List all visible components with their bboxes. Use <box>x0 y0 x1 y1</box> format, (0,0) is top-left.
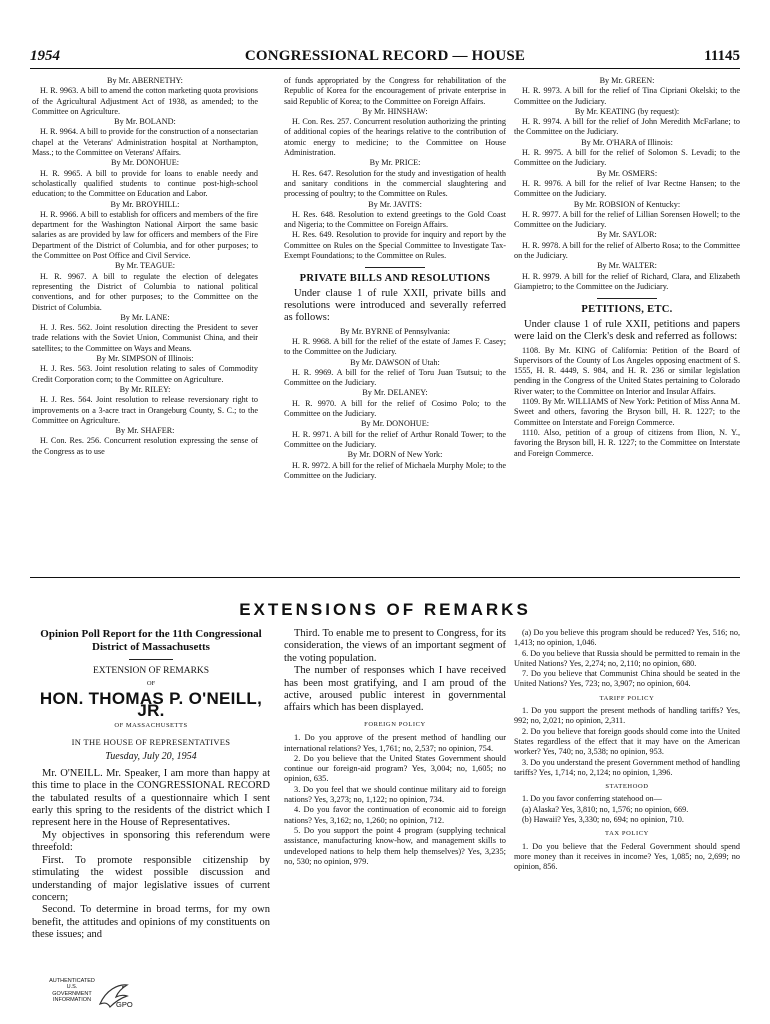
section-divider <box>365 267 425 268</box>
tariff-policy-subhead: TARIFF POLICY <box>599 694 655 702</box>
bill-entry: H. Res. 648. Resolution to extend greetings to the Gold Coast and Nigeria; to the Committee on Foreign Affairs. <box>284 209 506 230</box>
petitions-list <box>514 346 740 459</box>
paragraph: Mr. O'NEILL. Mr. Speaker, I am more than happy at this time to place in the CONGRESSIONAL RECORD the tabulated results of a questionnaire which I sent early this spring to the residents of the district which I represent here in the House of Representatives. <box>32 767 270 829</box>
poll-question: 7. Do you believe that Communist China should be seated in the United Nations? Yes, 723; no, 3,907; no opinion, 604. <box>514 669 740 689</box>
poll-question: 2. Do you believe that the United States Government should continue our foreign-aid program? Yes, 3,004; no, 1,605; no opinion, 635. <box>284 753 506 784</box>
sponsor-line: By Mr. WALTER: <box>597 261 657 271</box>
section-divider <box>597 298 657 299</box>
extensions-title: EXTENSIONS OF REMARKS <box>239 600 531 619</box>
bill-entry: H. J. Res. 562. Joint resolution directing the President to sever trade relations with the Soviet Union, Communist China, and their satellites; to the Committee on Ways and Means. <box>32 323 258 353</box>
of-label: OF <box>146 680 156 688</box>
sponsor-line: By Mr. DELANEY: <box>362 388 428 398</box>
poll-question: 3. Do you feel that we should continue military aid to foreign nations? Yes, 3,273; no, 1,122; no opinion, 734. <box>284 784 506 805</box>
bill-entry: H. R. 9971. A bill for the relief of Arthur Ronald Tower; to the Committee on the Judiciary. <box>284 429 506 449</box>
petitions-heading: PETITIONS, ETC. <box>581 304 673 316</box>
bills-column-2-list <box>284 76 506 261</box>
bill-entry: H. R. 9966. A bill to establish for officers and members of the fire department for the Washington National Airport the same basic salaries as are provided by law for officers and members of the Fire Department of the District of Columbia, and for other purposes; to the Committee on Post Office and Civil Service. <box>32 209 258 261</box>
poll-question: (a) Alaska? Yes, 3,810; no, 1,576; no opinion, 669. <box>522 804 689 814</box>
paragraph: First. To promote responsible citizenship by stimulating the widest possible discussion and understanding of major legislative issues of current concern; <box>32 854 270 903</box>
sponsor-line: By Mr. ABERNETHY: <box>107 76 183 85</box>
bill-entry: H. J. Res. 563. Joint resolution relating to sales of Commodity Credit Corporation corn; to the Committee on Agriculture. <box>32 364 258 384</box>
sponsor-line: By Mr. DONOHUE: <box>110 158 179 168</box>
bill-entry: H. Con. Res. 256. Concurrent resolution expressing the sense of the Congress as to use <box>32 436 258 456</box>
bill-entry: H. Res. 647. Resolution for the study and investigation of health and sanitary conditions in the commercial slaughtering and processing of poultry; to the Committee on Rules. <box>284 168 506 199</box>
extension-label: EXTENSION OF REMARKS <box>92 666 210 676</box>
bill-entry: H. Res. 649. Resolution to provide for inquiry and report by the Committee on Rules on the Special Committee to Investigate Tax-Exempt Foundations; to the Committee on Rules. <box>284 230 506 261</box>
sponsor-line: By Mr. HINSHAW: <box>362 106 428 116</box>
sponsor-line: By Mr. DAWSON of Utah: <box>350 357 440 367</box>
extension-column-1 <box>32 628 270 942</box>
gpo-authentication-mark <box>48 978 138 1018</box>
sponsor-line: By Mr. BOLAND: <box>114 117 176 127</box>
private-bills-lead: Under clause 1 of rule XXII, private bills and resolutions were introduced and severally referred as follows: <box>284 287 506 323</box>
sponsor-line: By Mr. LANE: <box>120 312 170 322</box>
poll-question: 5. Do you support the point 4 program (supplying technical assistance, manufacturing know-how, and management skills to undeveloped nations to help them help themselves)? Yes, 3,235; no, 530; no opinion, 979. <box>284 825 506 866</box>
paragraph: Third. To enable me to present to Congress, for its consideration, the views of an important segment of the voting population. <box>284 628 506 664</box>
sponsor-line: By Mr. TEAGUE: <box>114 261 176 271</box>
bill-entry: H. R. 9969. A bill for the relief of Toru Juan Tsutsui; to the Committee on the Judiciary. <box>284 367 506 388</box>
sponsor-line: By Mr. JAVITS: <box>368 199 422 209</box>
sponsor-line: By Mr. O'HARA of Illinois: <box>581 137 673 147</box>
poll-question: 1. Do you favor conferring statehood on— <box>522 794 662 804</box>
sponsor-line: By Mr. SIMPSON of Illinois: <box>96 354 194 364</box>
bill-entry: H. R. 9963. A bill to amend the cotton marketing quota provisions of the Agricultural Adjustment Act of 1938, as amended; to the Committee on Agriculture. <box>32 86 258 116</box>
bill-entry: of funds appropriated by the Congress for rehabilitation of the Republic of Korea for the encouragement of private enterprise in said Republic of Korea; to the Committee on Foreign Affairs. <box>284 76 506 106</box>
bill-entry: H. R. 9978. A bill for the relief of Alberto Rosa; to the Committee on the Judiciary. <box>514 240 740 261</box>
article-headline: Opinion Poll Report for the 11th Congressional District of Massachusetts <box>40 628 262 653</box>
chamber-label: IN THE HOUSE OF REPRESENTATIVES <box>71 737 231 748</box>
paragraph: Second. To determine in broad terms, for my own benefit, the attitudes and opinions of my constituents on these issues; and <box>32 904 270 941</box>
sponsor-line: By Mr. SAYLOR: <box>597 230 657 240</box>
header-year: 1954 <box>30 48 60 64</box>
extensions-rule <box>30 577 740 578</box>
bill-entry: H. R. 9979. A bill for the relief of Richard, Clara, and Elizabeth Giampietro; to the Committee on the Judiciary. <box>514 271 740 291</box>
bill-entry: H. R. 9970. A bill for the relief of Cosimo Polo; to the Committee on the Judiciary. <box>284 398 506 419</box>
poll-question: 4. Do you favor the continuation of economic aid to foreign nations? Yes, 3,162; no, 1,260; no opinion, 712. <box>284 805 506 825</box>
poll-question: 3. Do you understand the present Government method of handling tariffs? Yes, 1,714; no, 2,124; no opinion, 1,396. <box>514 757 740 777</box>
header-page-number: 11145 <box>704 48 740 64</box>
bills-column-1 <box>32 76 258 457</box>
gpo-authentication-text: AUTHENTICATED U.S. GOVERNMENT INFORMATION <box>49 978 95 1003</box>
headline-rule <box>129 659 173 660</box>
extension-column-2 <box>284 628 506 867</box>
bills-column-3-list <box>514 76 740 292</box>
speech-date: Tuesday, July 20, 1954 <box>105 751 197 763</box>
bill-entry: H. R. 9968. A bill for the relief of the estate of James F. Casey; to the Committee on the Judiciary. <box>284 336 506 357</box>
header-rule <box>30 68 740 69</box>
bills-column-3 <box>514 76 740 459</box>
bill-entry: H. R. 9965. A bill to provide for loans to enable needy and scholastically qualified students to continue post-high-school education; to the Committee on Education and Labor. <box>32 168 258 199</box>
poll-question: (a) Do you believe this program should be reduced? Yes, 516; no, 1,413; no opinion, 1,046. <box>514 628 740 648</box>
member-name: HON. THOMAS P. O'NEILL, JR. <box>39 688 263 721</box>
bill-entry: H. R. 9975. A bill for the relief of Solomon S. Levadi; to the Committee on the Judiciary. <box>514 148 740 168</box>
sponsor-line: By Mr. KEATING (by request): <box>574 106 680 116</box>
petition-entry: 1110. Also, petition of a group of citizens from Ilion, N. Y., favoring the Bryson bill, H. R. 1227; to the Committee on Interstate and Foreign Commerce. <box>514 427 740 458</box>
private-bills-heading: PRIVATE BILLS AND RESOLUTIONS <box>299 273 491 285</box>
private-bills-list <box>284 327 506 481</box>
sponsor-line: By Mr. SHAFER: <box>115 426 175 436</box>
page-header <box>30 48 740 68</box>
poll-question: 2. Do you believe that foreign goods should come into the United States regardless of the effect that it may have on the American worker? Yes, 740; no, 3,538; no opinion, 953. <box>514 726 740 757</box>
petitions-lead: Under clause 1 of rule XXII, petitions and papers were laid on the Clerk's desk and referred as follows: <box>514 318 740 342</box>
bill-entry: H. J. Res. 564. Joint resolution to release reversionary right to improvements on a 3-acre tract in Orangeburg County, S. C.; to the Committee on Agriculture. <box>32 395 258 425</box>
paragraph: My objectives in sponsoring this referendum were threefold: <box>32 829 270 854</box>
paragraph: The number of responses which I have received has been most gratifying, and I am proud of the active, aroused public interest in governmental affairs which has been displayed. <box>284 665 506 714</box>
sponsor-line: By Mr. GREEN: <box>599 76 655 85</box>
bill-entry: H. R. 9967. A bill to regulate the election of delegates representing the District of Columbia to national political conventions, and for other purposes; to the Committee on the District of Columbia. <box>32 271 258 312</box>
member-state: OF MASSACHUSETTS <box>114 721 188 729</box>
poll-question: 1. Do you approve of the present method of handling our international relations? Yes, 1,761; no, 2,537; no opinion, 754. <box>284 733 506 753</box>
poll-question: 1. Do you believe that the Federal Government should spend more money than it receives in income? Yes, 1,085; no, 2,699; no opinion, 856. <box>514 841 740 872</box>
sponsor-line: By Mr. BYRNE of Pennsylvania: <box>340 326 450 336</box>
bill-entry: H. Con. Res. 257. Concurrent resolution authorizing the printing of additional copies of the hearings relative to the contribution of atomic energy to medicine; to the Committee on House Administration. <box>284 117 506 158</box>
sponsor-line: By Mr. DORN of New York: <box>347 450 443 460</box>
tax-policy-subhead: TAX POLICY <box>605 830 649 838</box>
petition-entry: 1108. By Mr. KING of California: Petition of the Board of Supervisors of the County of Los Angeles opposing enactment of S. 1555, H. R. 4449, S. 984, and H. R. 236 or similar legislation pending in the Congress of the United States pertaining to Colorado River water; to the Committee on Interior and Insular Affairs. <box>514 345 740 396</box>
statehood-subhead: STATEHOOD <box>605 783 649 791</box>
bill-entry: H. R. 9976. A bill for the relief of Ivar Rectne Hansen; to the Committee on the Judiciary. <box>514 178 740 199</box>
sponsor-line: By Mr. ROBSION of Kentucky: <box>573 199 681 209</box>
bill-entry: H. R. 9973. A bill for the relief of Tina Cipriani Okelski; to the Committee on the Judiciary. <box>514 86 740 106</box>
foreign-policy-subhead: FOREIGN POLICY <box>364 720 426 728</box>
sponsor-line: By Mr. BROYHILL: <box>110 199 180 209</box>
bill-entry: H. R. 9974. A bill for the relief of John Meredith McFarlane; to the Committee on the Judiciary. <box>514 117 740 137</box>
bill-entry: H. R. 9964. A bill to provide for the construction of a nonsectarian chapel at the Veterans' Administration hospital at Northampton, Mass.; to the Committee on Veterans' Affairs. <box>32 127 258 158</box>
poll-question: 1. Do you support the present methods of handling tariffs? Yes, 992; no, 2,021; no opinion, 2,311. <box>514 706 740 726</box>
gpo-label: GPO <box>116 1000 133 1009</box>
bills-column-2 <box>284 76 506 481</box>
sponsor-line: By Mr. PRICE: <box>369 158 421 168</box>
petition-entry: 1109. By Mr. WILLIAMS of New York: Petition of Miss Anna M. Sweet and others, favoring the Bryson bill, H. R. 1227; to the Committee on Interstate and Foreign Commerce. <box>514 397 740 427</box>
sponsor-line: By Mr. RILEY: <box>119 384 171 394</box>
sponsor-line: By Mr. OSMERS: <box>596 168 658 178</box>
bill-entry: H. R. 9977. A bill for the relief of Lillian Sorensen Howell; to the Committee on the Judiciary. <box>514 209 740 230</box>
extension-column-3 <box>514 628 740 873</box>
header-title: CONGRESSIONAL RECORD — HOUSE <box>244 48 526 64</box>
poll-question: 6. Do you believe that Russia should be permitted to remain in the United Nations? Yes, 2,274; no, 2,110; no opinion, 680. <box>514 648 740 668</box>
bill-entry: H. R. 9972. A bill for the relief of Michaela Murphy Mole; to the Committee on the Judiciary. <box>284 460 506 480</box>
poll-question: (b) Hawaii? Yes, 3,330; no, 694; no opinion, 710. <box>522 815 684 825</box>
sponsor-line: By Mr. DONOHUE: <box>360 419 429 429</box>
